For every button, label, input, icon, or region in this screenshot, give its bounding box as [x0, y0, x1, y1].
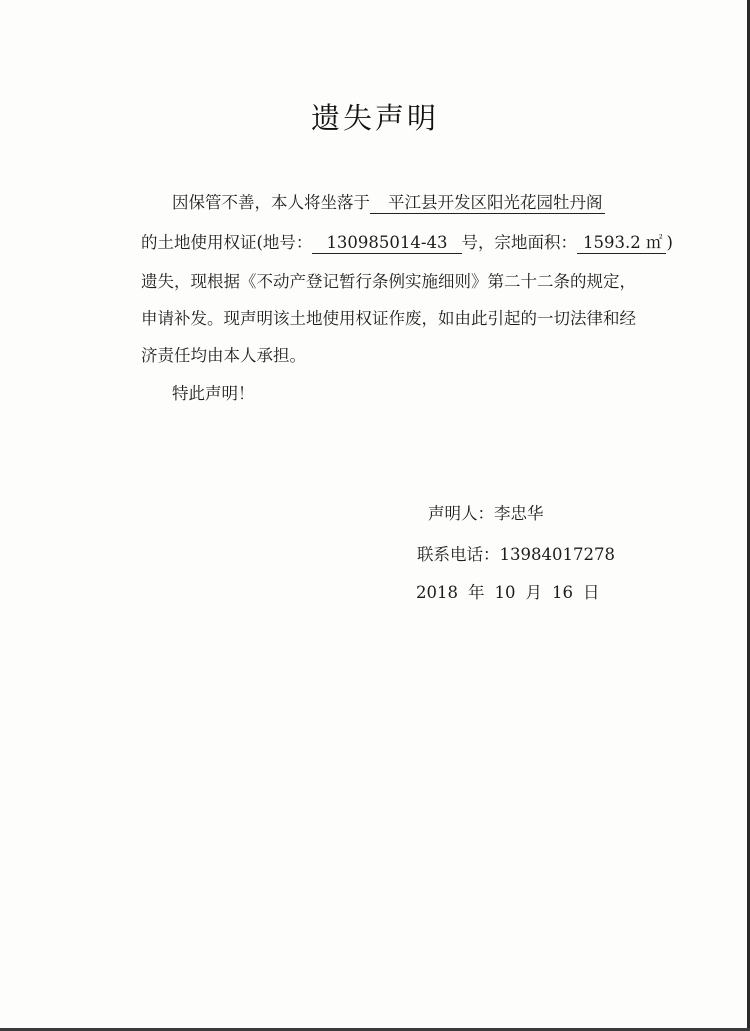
- date-year-unit: 年: [468, 583, 485, 602]
- lot-number-value: 130985014-43: [312, 234, 461, 254]
- date-line: [416, 579, 600, 603]
- paragraph-1-line-1: [172, 189, 605, 214]
- closing-paren: ): [666, 233, 673, 252]
- paragraph-1-line-2: [141, 229, 673, 254]
- declarant-name: 李忠华: [494, 504, 544, 523]
- lot-label: 的土地使用权证(地号：: [141, 233, 313, 252]
- phone-value: 13984017278: [499, 545, 615, 564]
- date-year: 2018: [416, 583, 458, 602]
- phone-line: [417, 541, 615, 565]
- area-label: 号，宗地面积：: [461, 233, 577, 252]
- location-value: 平江县开发区阳光花园牡丹阁: [370, 194, 605, 214]
- paragraph-1-line-4: 申请补发。现声明该土地使用权证作废，如由此引起的一切法律和经: [141, 309, 636, 328]
- page-title: 遗失声明: [310, 101, 439, 135]
- date-month: 10: [494, 583, 516, 602]
- paragraph-1-line-5: 济责任均由本人承担。: [141, 346, 306, 365]
- phone-label: 联系电话：: [417, 545, 500, 564]
- area-value: 1593.2 ㎡: [577, 234, 666, 254]
- intro-text: 因保管不善，本人将坐落于: [172, 193, 370, 212]
- closing-statement: 特此声明！: [172, 384, 255, 403]
- date-month-unit: 月: [525, 583, 542, 602]
- paragraph-1-line-3: 遗失，现根据《不动产登记暂行条例实施细则》第二十二条的规定，: [141, 272, 636, 291]
- declarant-label: 声明人：: [428, 504, 494, 523]
- date-day-unit: 日: [583, 583, 600, 602]
- declarant-line: [428, 500, 544, 524]
- date-day: 16: [552, 583, 573, 602]
